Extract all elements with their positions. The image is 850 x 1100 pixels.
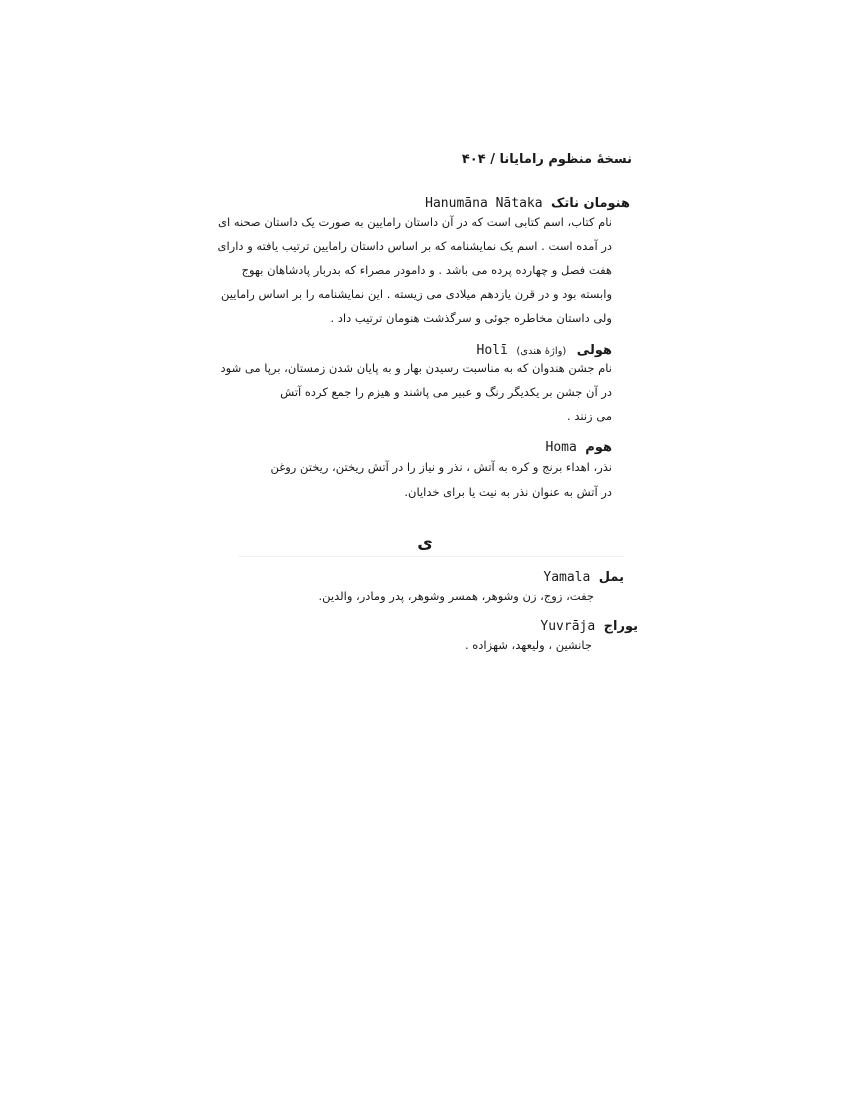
headword-persian: یمل [598,570,624,585]
headword-persian: هنومان ناتک [551,196,630,211]
section-letter: ی [417,533,433,553]
headword-persian: هوم [585,440,612,455]
headword-latin: Holī [476,343,508,358]
definition-line: ولی داستان مخاطره جوئی و سرگذشت هنومان ترتیب داد . [330,311,612,325]
definition-line: در آمده است . اسم یک نمایشنامه که بر اساس داستان رامایین ترتیب یافته و دارای [217,239,612,253]
definition-line: وابسته بود و در قرن یازدهم میلادی می زیسته . این نمایشنامه را بر اساس رامایین [221,287,612,301]
headword-origin-note: (واژهٔ هندی) [516,346,567,357]
definition-line: نام کتاب، اسم کتابی است که در آن داستان رامایین به صورت یک داستان صحنه ای [218,215,612,229]
definition-line: جفت، زوج، زن وشوهر، همسر وشوهر، پدر ومادر، والدین. [318,589,594,603]
headword-latin: Homa [545,440,577,455]
definition-line: هفت فصل و چهارده پرده می باشد . و دامودر مصراء که بدربار پادشاهان بهوج [241,263,612,277]
headword-latin: Yamala [543,570,591,585]
definition-line: در آتش به عنوان نذر به نیت یا برای خدایان. [404,485,612,499]
definition-line: در آن جشن بر یکدیگر رنگ و عبیر می پاشند و هیزم را جمع کرده آتش [280,385,612,399]
headword-persian: هولی [576,343,612,358]
running-header: نسخهٔ منظوم رامایانا / ۴۰۴ [461,152,632,167]
headword-latin: Yuvrāja [540,619,596,634]
headword-persian: یوراج [603,619,638,634]
definition-line: نذر، اهداء برنج و کره به آتش ، نذر و نیاز را در آتش ریختن، ریختن روغن [270,460,612,474]
definition-line: جانشین ، ولیعهد، شهزاده . [464,638,592,652]
headword-latin: Hanumāna Nātaka [425,196,543,211]
section-divider [238,556,624,557]
definition-line: نام جشن هندوان که به مناسبت رسیدن بهار و به پایان شدن زمستان، برپا می شود [220,361,612,375]
definition-line: می زنند . [567,409,612,423]
